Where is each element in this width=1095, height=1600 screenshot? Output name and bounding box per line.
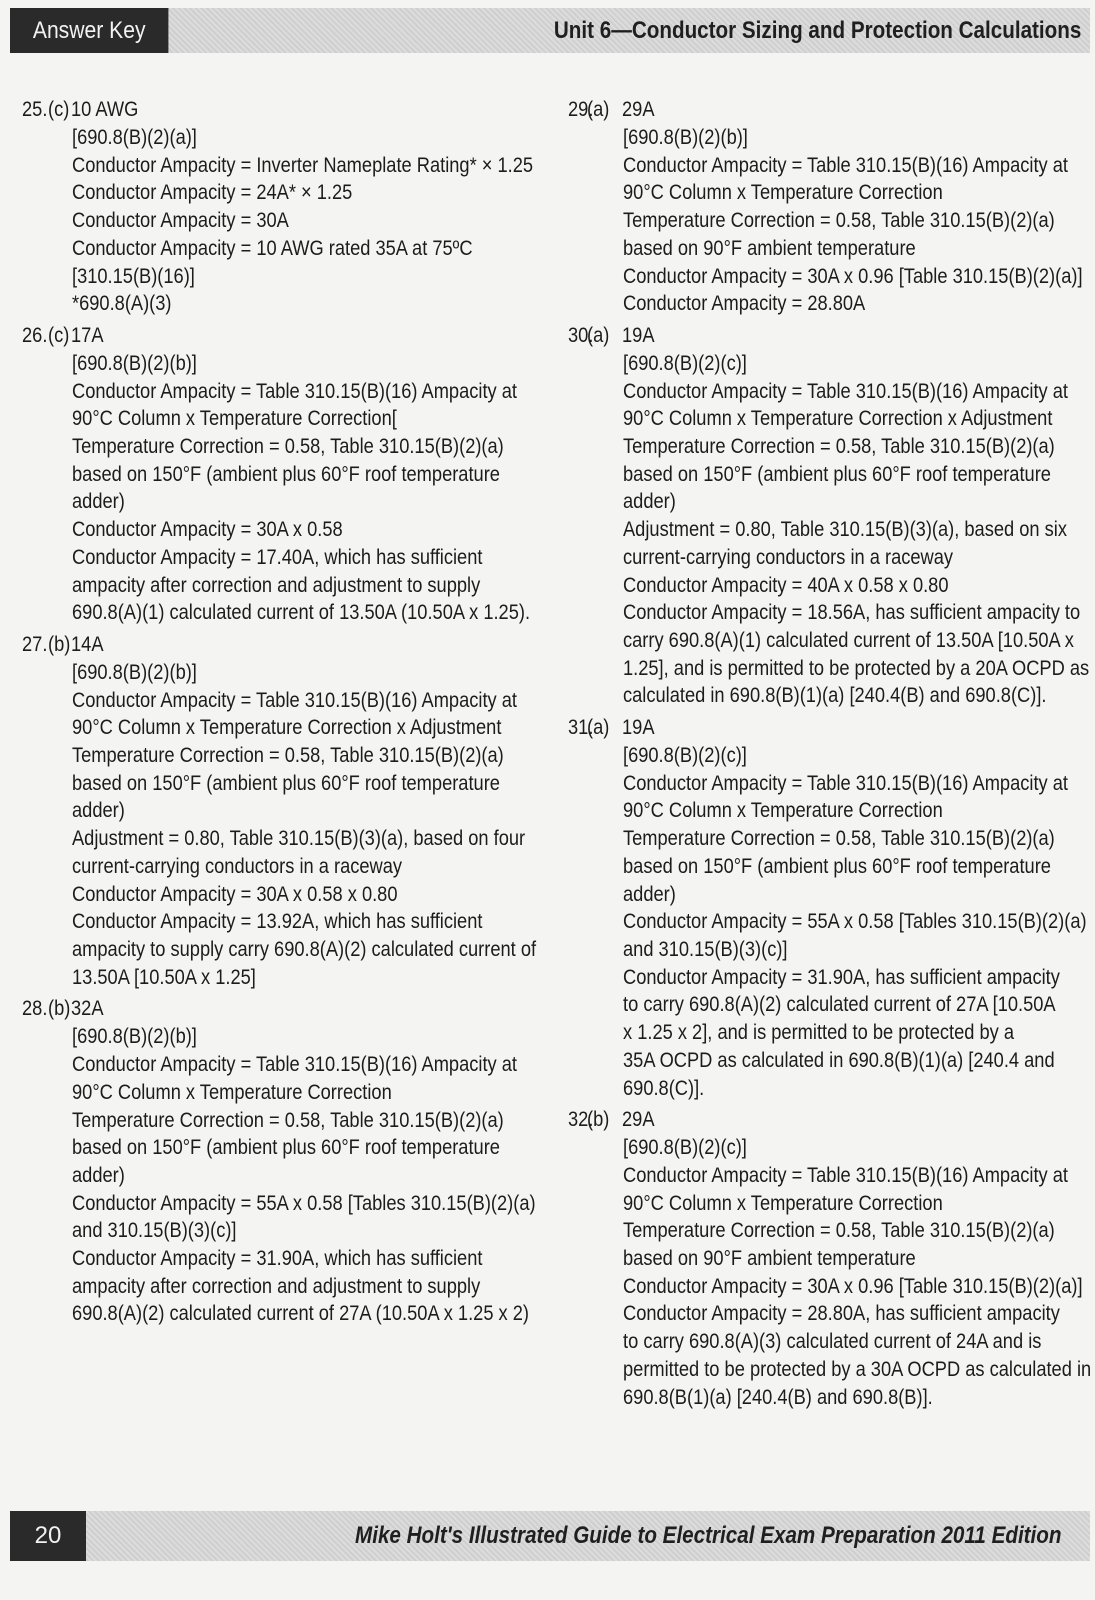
answers-left-column (22, 96, 542, 1332)
explanation-line: 90°C Column x Temperature Correction (72, 1080, 392, 1104)
explanation-line: ampacity to supply carry 690.8(A)(2) calculated current of (72, 937, 537, 961)
answer-explanation (72, 350, 542, 627)
explanation-line: based on 150°F (ambient plus 60°F roof temperature (72, 462, 500, 486)
question-number: 25. (22, 98, 48, 121)
explanation-line: 90°C Column x Temperature Correction x Adjustment (72, 716, 502, 740)
explanation-line: ampacity after correction and adjustment to supply (72, 573, 481, 597)
answer-explanation (72, 659, 542, 991)
answer-explanation (623, 350, 1095, 710)
book-title: Mike Holt's Illustrated Guide to Electrical Exam Preparation 2011 Edition (354, 1522, 1061, 1549)
explanation-line: Conductor Ampacity = 30A x 0.96 [Table 310.15(B)(2)(a)] (623, 1274, 1083, 1298)
explanation-line: [690.8(B)(2)(c)] (623, 744, 747, 768)
explanation-line: 13.50A [10.50A x 1.25] (72, 965, 256, 989)
answer-explanation (72, 124, 542, 318)
answer-header (22, 995, 542, 1023)
explanation-line: Conductor Ampacity = 18.56A, has sufficient ampacity to (623, 601, 1081, 625)
question-number: 32. (568, 1108, 594, 1132)
answers-right-column (568, 96, 1095, 1415)
explanation-line: Conductor Ampacity = 28.80A, has sufficient ampacity (623, 1302, 1060, 1326)
explanation-line: [690.8(B)(2)(b)] (72, 1025, 197, 1049)
question-number: 30. (568, 323, 594, 347)
answer-explanation (623, 742, 1095, 1102)
answer-header (22, 96, 542, 124)
explanation-line: [690.8(B)(2)(b)] (72, 660, 197, 684)
explanation-line: Conductor Ampacity = 30A x 0.58 (72, 518, 343, 542)
answer-explanation (623, 124, 1095, 318)
explanation-line: [690.8(B)(2)(b)] (72, 351, 197, 375)
answer-item (22, 631, 542, 995)
answer-header (568, 1106, 1095, 1134)
answer-value: 19A (622, 323, 655, 347)
explanation-line: Conductor Ampacity = Table 310.15(B)(16) Ampacity at (623, 153, 1068, 177)
explanation-line: Temperature Correction = 0.58, Table 310.15(B)(2)(a) (72, 1108, 504, 1132)
explanation-line: 90°C Column x Temperature Correction x Adjustment (623, 407, 1053, 431)
answer-choice: (a) (587, 98, 610, 121)
explanation-line: Conductor Ampacity = Table 310.15(B)(16) Ampacity at (72, 379, 517, 403)
explanation-line: Temperature Correction = 0.58, Table 310.15(B)(2)(a) (623, 209, 1055, 233)
explanation-line: Conductor Ampacity = Table 310.15(B)(16) Ampacity at (72, 688, 517, 712)
explanation-line: Conductor Ampacity = 10 AWG rated 35A at 75ºC (72, 236, 473, 260)
answer-value: 14A (71, 632, 104, 656)
explanation-line: x 1.25 x 2], and is permitted to be protected by a (623, 1021, 1015, 1045)
answer-header (568, 96, 1095, 124)
explanation-line: 690.8(B(1)(a) [240.4(B) and 690.8(B)]. (623, 1385, 933, 1409)
explanation-line: current-carrying conductors in a raceway (623, 545, 954, 569)
explanation-line: *690.8(A)(3) (72, 292, 172, 316)
explanation-line: Conductor Ampacity = 28.80A (623, 292, 866, 316)
explanation-line: to carry 690.8(A)(3) calculated current of 24A and is (623, 1330, 1042, 1354)
question-number: 29. (568, 98, 594, 121)
answer-item (22, 96, 542, 322)
answer-value: 17A (71, 323, 104, 347)
explanation-line: Conductor Ampacity = Table 310.15(B)(16) Ampacity at (72, 1053, 517, 1077)
explanation-line: Conductor Ampacity = Inverter Nameplate Rating* × 1.25 (72, 153, 534, 177)
explanation-line: ampacity after correction and adjustment to supply (72, 1274, 481, 1298)
answer-item (22, 995, 542, 1332)
answer-header (568, 322, 1095, 350)
explanation-line: Conductor Ampacity = Table 310.15(B)(16) Ampacity at (623, 771, 1068, 795)
page-number: 20 (10, 1511, 86, 1561)
explanation-line: and 310.15(B)(3)(c)] (72, 1219, 237, 1243)
explanation-line: permitted to be protected by a 30A OCPD as calculated in (623, 1357, 1092, 1381)
answer-value: 19A (622, 716, 655, 740)
explanation-line: [310.15(B)(16)] (72, 264, 195, 288)
explanation-line: adder) (623, 490, 676, 514)
answer-header (568, 714, 1095, 742)
answer-explanation (72, 1023, 542, 1328)
explanation-line: Conductor Ampacity = 31.90A, which has sufficient (72, 1247, 483, 1271)
explanation-line: [690.8(B)(2)(a)] (72, 126, 197, 149)
explanation-line: adder) (72, 490, 125, 514)
answer-item (22, 322, 542, 631)
explanation-line: 90°C Column x Temperature Correction (623, 799, 943, 823)
explanation-line: and 310.15(B)(3)(c)] (623, 937, 788, 961)
explanation-line: 90°C Column x Temperature Correction (623, 181, 943, 205)
explanation-line: 90°C Column x Temperature Correction (623, 1191, 943, 1215)
explanation-line: Conductor Ampacity = 55A x 0.58 [Tables 310.15(B)(2)(a) (623, 910, 1087, 934)
answer-item (568, 322, 1095, 714)
explanation-line: 690.8(A)(1) calculated current of 13.50A (10.50A x 1.25). (72, 601, 531, 625)
explanation-line: based on 150°F (ambient plus 60°F roof temperature (72, 1136, 500, 1160)
question-number: 26. (22, 323, 48, 347)
explanation-line: Temperature Correction = 0.58, Table 310.15(B)(2)(a) (623, 435, 1055, 459)
explanation-line: based on 90°F ambient temperature (623, 1247, 916, 1271)
explanation-line: 690.8(C)]. (623, 1076, 705, 1100)
question-number: 28. (22, 997, 48, 1021)
answer-item (568, 96, 1095, 322)
explanation-line: based on 150°F (ambient plus 60°F roof temperature (623, 854, 1051, 878)
explanation-line: current-carrying conductors in a raceway (72, 854, 403, 878)
explanation-line: adder) (72, 1163, 125, 1187)
section-tag: Answer Key (10, 8, 168, 53)
explanation-line: [690.8(B)(2)(c)] (623, 351, 747, 375)
answer-choice: (c) (48, 98, 70, 121)
explanation-line: Temperature Correction = 0.58, Table 310.15(B)(2)(a) (623, 827, 1055, 851)
explanation-line: Temperature Correction = 0.58, Table 310.15(B)(2)(a) (72, 435, 504, 459)
explanation-line: Conductor Ampacity = 31.90A, has sufficient ampacity (623, 965, 1060, 989)
question-number: 27. (22, 632, 48, 656)
answer-value: 32A (71, 997, 104, 1021)
answer-choice: (b) (48, 632, 71, 656)
explanation-line: Conductor Ampacity = 30A x 0.58 x 0.80 (72, 882, 398, 906)
explanation-line: based on 150°F (ambient plus 60°F roof temperature (623, 462, 1051, 486)
explanation-line: calculated in 690.8(B)(1)(a) [240.4(B) and 690.8(C)]. (623, 684, 1047, 708)
explanation-line: Temperature Correction = 0.58, Table 310.15(B)(2)(a) (72, 744, 504, 768)
answer-item (568, 714, 1095, 1106)
answer-explanation (623, 1134, 1095, 1411)
answer-choice: (a) (587, 323, 610, 347)
explanation-line: Conductor Ampacity = 55A x 0.58 [Tables 310.15(B)(2)(a) (72, 1191, 536, 1215)
answer-choice: (c) (48, 323, 70, 347)
explanation-line: Conductor Ampacity = 30A x 0.96 [Table 310.15(B)(2)(a)] (623, 264, 1083, 288)
answer-value: 10 AWG (71, 98, 139, 121)
answer-header (22, 322, 542, 350)
explanation-line: Adjustment = 0.80, Table 310.15(B)(3)(a), based on six (623, 518, 1067, 542)
explanation-line: 1.25], and is permitted to be protected by a 20A OCPD as (623, 656, 1090, 680)
answer-choice: (b) (587, 1108, 610, 1132)
explanation-line: Conductor Ampacity = 17.40A, which has sufficient (72, 545, 483, 569)
explanation-line: based on 90°F ambient temperature (623, 236, 916, 260)
explanation-line: adder) (72, 799, 125, 823)
question-number: 31. (568, 716, 594, 740)
explanation-line: Conductor Ampacity = 40A x 0.58 x 0.80 (623, 573, 949, 597)
explanation-line: Conductor Ampacity = Table 310.15(B)(16) Ampacity at (623, 379, 1068, 403)
explanation-line: carry 690.8(A)(1) calculated current of 13.50A [10.50A x (623, 628, 1074, 652)
explanation-line: Conductor Ampacity = Table 310.15(B)(16) Ampacity at (623, 1163, 1068, 1187)
explanation-line: Temperature Correction = 0.58, Table 310.15(B)(2)(a) (623, 1219, 1055, 1243)
answer-value: 29A (622, 98, 655, 121)
explanation-line: 90°C Column x Temperature Correction[ (72, 407, 397, 431)
answer-header (22, 631, 542, 659)
explanation-line: to carry 690.8(A)(2) calculated current of 27A [10.50A (623, 993, 1056, 1017)
explanation-line: adder) (623, 882, 676, 906)
unit-title: Unit 6—Conductor Sizing and Protection Calculations (553, 17, 1081, 44)
answer-choice: (a) (587, 716, 610, 740)
explanation-line: [690.8(B)(2)(b)] (623, 126, 748, 149)
explanation-line: Conductor Ampacity = 24A* × 1.25 (72, 181, 353, 205)
explanation-line: 35A OCPD as calculated in 690.8(B)(1)(a) [240.4 and (623, 1048, 1055, 1072)
explanation-line: Adjustment = 0.80, Table 310.15(B)(3)(a), based on four (72, 827, 526, 851)
answer-choice: (b) (48, 997, 71, 1021)
answer-value: 29A (622, 1108, 655, 1132)
explanation-line: Conductor Ampacity = 30A (72, 209, 289, 233)
explanation-line: Conductor Ampacity = 13.92A, which has sufficient (72, 910, 483, 934)
explanation-line: 690.8(A)(2) calculated current of 27A (10.50A x 1.25 x 2) (72, 1302, 530, 1326)
answer-item (568, 1106, 1095, 1415)
explanation-line: based on 150°F (ambient plus 60°F roof temperature (72, 771, 500, 795)
explanation-line: [690.8(B)(2)(c)] (623, 1136, 747, 1160)
